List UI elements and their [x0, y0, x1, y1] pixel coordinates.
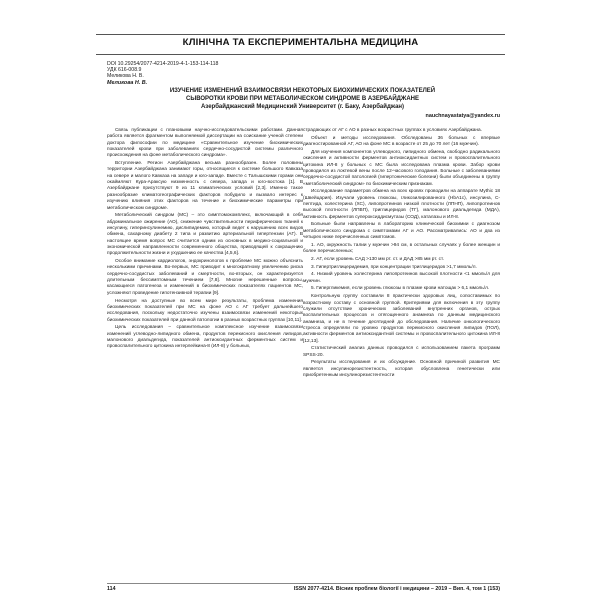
- criteria-item: 3. Гипертриглицеридемия, при концентрации триглицеридов >1,7 ммоль/л.: [311, 264, 477, 270]
- paragraph: Больные были направлены в лабораторию клинической биохимии с диагнозом метаболического синдрома с симптомами АГ и АО. Рассматривались: АО и два из четырех ниже перечисленных симптомов.: [303, 222, 500, 241]
- criteria-item: 5. Гипергликемия, если уровень глюкозы в плазме крови натощак > 6,1 ммоль/л.: [311, 286, 490, 292]
- title-line-2: СЫВОРОТКИ КРОВИ ПРИ МЕТАБОЛИЧЕСКОМ СИНДРОМЕ В АЗЕРБАЙДЖАНЕ: [185, 95, 420, 102]
- authors: Меликова Н. В.: [107, 80, 148, 86]
- paragraph: Несмотря на доступные во всем мире результаты, проблема изменения биохимических показателей при МС на фоне АО с АГ требует дальнейшего исследования, поскольку недостаточно изучены взаимосвязи изменений некоторых биохимических показателей при данной патологии в разных возрастных группах [10,11].: [107, 298, 303, 323]
- paragraph: Метаболический синдром (МС) – это симптомокомплекс, включающий в себя абдоминальное ожирение (АО), снижение чувствительности периферических тканей к инсулину, гиперинсулинемию, дислипидемию, который ведет к нарушению всех видов обмена, сахарному диабету 2 типа и развитию артериальной гипертензии (АГ). В настоящее время вопрос МС считается одним из основных в медико-социальной и экономической направленности современного общества, приводящей к сокращению продолжительности жизни и ухудшению ее качества [4,5,6].: [107, 213, 303, 257]
- paragraph: Статистический анализ данных проводился с использованием пакета программ SPSS-20.: [303, 346, 500, 358]
- paragraph: Вступление. Регион Азербайджана весьма разнообразен. Более половины территории Азербайджана занимают горы, относящиеся к системе большого Кавказа на севере и малого Кавказа на западе и юго-западе. Вместе с Талышскими горами они окаймляют Кура-Араксую низменность с севера, запада и юго-востока [1]. В Азербайджане присутствуют 9 из 11 климатических условий [2,3]. Именно такое разнообразие климатогеографических факторов побудило и вызвало интерес к изучению влияния этих факторов на течение и биохимические параметры при метаболическом синдроме.: [107, 161, 303, 211]
- paragraph: Связь публикации с плановыми научно-исследовательскими работами. Данная работа является фрагментом выполняемой диссертации на соискание ученой степени доктора философии по медицине «Сравнительное изучение биохимических показателей крови при заболеваниях сердечно-сосудистой системы различного происхождения на фоне метаболического синдрома».: [107, 128, 303, 159]
- criteria-item: 2. АГ, если уровень САД >130 мм рт. ст. и ДАД >85 мм рт. ст.: [311, 256, 444, 262]
- paragraph: Исследование параметров обмена на всех кровях проводили на аппарате Mythic 18 (Швейцария). Изучали уровень глюкозы, гликозилированного (HbA1c), инсулина, С-пептида, холестерина (ХС), липопротеинов низкой плотности (ЛПНП), липопротеинов высокой плотности (ЛПВП), триглицеридов (ТГ), малонового диальдегида (МДА), активность ферментов супероксиддисмутазы (СОД), каталазы и ИЛ-8.: [303, 189, 500, 220]
- doi: DOI 10.29254/2077-4214-2019-4-1-153-114-118: [107, 61, 219, 67]
- journal-title: КЛІНІЧНА ТА ЕКСПЕРИМЕНТАЛЬНА МЕДИЦИНА: [182, 37, 419, 48]
- paragraph: Результаты исследования и их обсуждение. Основной причиной развития МС является инсулинорезистентность, которая обусловлена генетически или приобретенным инсулинорезистентности: [303, 360, 500, 379]
- paragraph: Особое внимание кардиологов, эндокринологов к проблеме МС можно объяснить несколькими причинами. Во-первых, МС приводит к многократному увеличению риска сердечно-сосудистых заболеваний и смертности, во-вторых, он характеризуется длительным бессимптомным течением [7,8]. Многие нерешенные вопросы, касающиеся патогенеза и изменений в биохимических показателях пациентов МС, усложняют проведение гипотензивной терапии [9].: [107, 259, 303, 296]
- criteria-item: 4. Низкий уровень холестерина липопротеинов высокой плотности <1 ммоль/л для мужчин.: [303, 272, 500, 284]
- criteria-item: 1. АО, окружность талии у мужчин >94 см, в остальных случаях у более женщин и более перечисленных;: [303, 242, 500, 255]
- paragraph: Цель исследования – сравнительное комплексное изучение взаимосвязи изменений углеводно-липидного обмена, продуктов перекисного окисления липидов, малонового диальдегида, показателей антиоксидантных ферментных систем и провоспалительного цитокина интерлейкина-8 (ИЛ-8) у больных,: [107, 325, 303, 350]
- paragraph: Контрольную группу составили 8 практически здоровых лиц, сопоставимых по возрастному составу с основной группой. Критериями для включения в эту группу служили отсутствие хронических заболеваний внутренних органов, острых воспалительных процессов и отягощенного анамнеза по данным медицинского анамнеза, и не в течение десятидней до обследования. Наличие онкологического стресса определяли по уровню продуктов перекисного окисления липидов (ПОЛ), активности ферментов антиоксидантной системы и провоспалительного цитокина ИЛ-8 [12,13].: [303, 294, 500, 344]
- author-email: nauchnayastatya@yandex.ru: [425, 113, 500, 119]
- affiliation: Азербайджанский Медицинский Университет (г. Баку, Азербайджан): [200, 103, 405, 110]
- article-title: [107, 88, 498, 111]
- paragraph: Для изучения компонентов углеводного, липидного обмена, свободно радикального окисления и активности ферментов антиоксидантных систем и провоспалительного цитокина ИЛ-8 у больных с МС была исследована плазма крови. Забор крови проводился из локтевой вены после 12-часового голодания. Больные с заболеваниями сердечно-сосудистой патологией (гипертонические болезни) были объединены в группу «метаболический синдром» по биохимическим признакам.: [303, 149, 500, 187]
- page-number: 114: [107, 586, 116, 592]
- udc: УДК 616-008.9: [107, 67, 142, 73]
- journal-header: [96, 34, 505, 55]
- footer-divider: [107, 583, 500, 584]
- paragraph: страдающих от АГ с АО в разных возрастных группах в условиях Азербайджана.: [303, 128, 483, 133]
- udc-2: Меликова Н. В.: [107, 73, 144, 79]
- right-column: [303, 128, 500, 381]
- paragraph: Объект и методы исследования. Обследованы 36 больных с впервые диагностированной АГ, АО на фоне МС в возрасте от 25 до 70 лет (16 мужчин).: [303, 135, 500, 148]
- title-line-1: ИЗУЧЕНИЕ ИЗМЕНЕНИЙ ВЗАИМОСВЯЗИ НЕКОТОРЫХ БИОХИМИЧЕСКИХ ПОКАЗАТЕЛЕЙ: [169, 88, 436, 94]
- left-column: [107, 128, 303, 352]
- footer-citation: ISSN 2077-4214. Вісник проблем біології і медицини – 2019 – Вип. 4, том 1 (153): [293, 586, 500, 592]
